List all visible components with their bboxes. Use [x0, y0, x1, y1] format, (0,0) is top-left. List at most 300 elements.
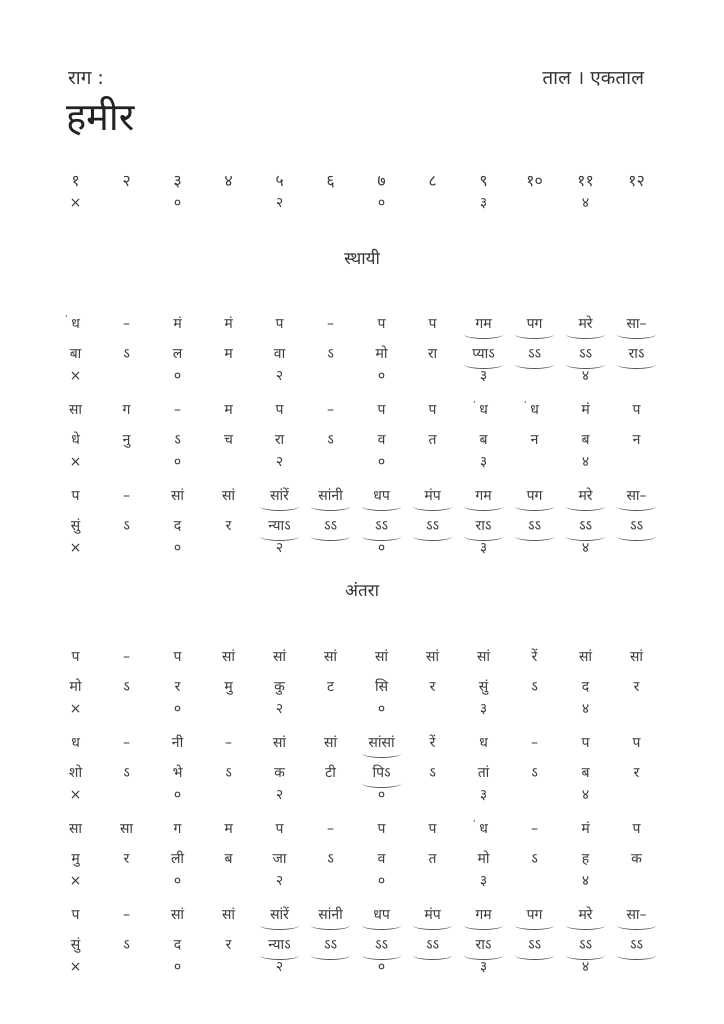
lyric-text: ल	[172, 346, 183, 362]
raga-name: हमीर	[66, 95, 135, 139]
taal-marker-cell	[152, 539, 203, 557]
lyric-cell	[509, 678, 560, 696]
swara-text: मरे	[578, 488, 593, 504]
lyric-cell	[407, 345, 458, 363]
meend-arc-icon	[464, 330, 503, 339]
swara-text: प	[71, 907, 80, 923]
swara-cell	[50, 648, 101, 666]
taal-marker-cell	[458, 367, 509, 385]
swara-text: ग	[122, 402, 131, 418]
lyric-cell	[407, 431, 458, 449]
lyric-text: र	[225, 937, 232, 953]
lyric-cell	[611, 850, 662, 868]
taal-marker-text: ४	[581, 454, 590, 470]
meend-arc-icon	[515, 360, 554, 369]
lyric-cell	[152, 764, 203, 782]
meend-arc-icon	[413, 951, 452, 960]
swara-cell	[101, 734, 152, 752]
swara-text: सां	[476, 649, 491, 665]
lyric-cell	[407, 936, 458, 954]
swara-text: –	[174, 402, 181, 418]
swara-cell	[203, 820, 254, 838]
meend-arc-icon	[617, 330, 656, 339]
antara-line	[50, 732, 662, 806]
swara-cell	[254, 820, 305, 838]
taal-marker-cell	[356, 958, 407, 976]
lyric-cell	[560, 850, 611, 868]
swara-cell	[407, 315, 458, 333]
lyric-text: सुं	[478, 679, 489, 695]
lyric-cell	[50, 517, 101, 535]
swara	[50, 399, 662, 421]
taal-marker	[50, 698, 662, 720]
swara-text: सांरें	[270, 907, 289, 923]
swara-text: पग	[526, 488, 543, 504]
beat-number-text: १२	[628, 171, 645, 190]
swara-text: प	[377, 402, 386, 418]
sthayi-line	[50, 313, 662, 387]
swara-text: पग	[526, 907, 543, 923]
taal-marker-cell	[50, 958, 101, 976]
swara-cell	[356, 820, 407, 838]
swara-cell	[50, 906, 101, 924]
swara-text: –	[327, 821, 334, 837]
swara-cell	[407, 820, 458, 838]
meend-arc-icon	[413, 921, 452, 930]
lyric-text: म	[224, 346, 233, 362]
lyric-cell	[152, 678, 203, 696]
swara-cell	[152, 906, 203, 924]
beat-number-text: ५	[275, 171, 284, 190]
beat-marker-text: ४	[581, 195, 590, 211]
lyric-cell	[356, 936, 407, 954]
swara-text: रें	[429, 735, 436, 751]
taal-marker-cell	[50, 872, 101, 890]
swara-text: सां	[272, 735, 287, 751]
lyric-cell	[50, 345, 101, 363]
taal-marker-cell	[50, 700, 101, 718]
beat-number-cell	[509, 172, 560, 190]
beat-number-text: २	[122, 171, 131, 190]
beat-marker-text: ३	[479, 195, 488, 211]
meend-arc-icon	[413, 532, 452, 541]
lyric-text: त	[428, 432, 437, 448]
lyric-cell	[101, 678, 152, 696]
taal-marker-cell	[356, 539, 407, 557]
lyric-text: रा	[274, 432, 285, 448]
taal-marker-cell	[560, 872, 611, 890]
taal-marker-cell	[50, 786, 101, 804]
lyric-text: र	[123, 851, 130, 867]
swara-text: प	[632, 821, 641, 837]
lyric-cell	[101, 517, 152, 535]
beat-number-cell	[203, 172, 254, 190]
swara-text: मरे	[578, 316, 593, 332]
swara	[50, 818, 662, 840]
swara-text: सां	[221, 907, 236, 923]
lyric-cell	[509, 345, 560, 363]
taal-marker-text: ३	[479, 701, 488, 717]
beat-number-cell	[611, 172, 662, 190]
taal-marker-cell	[152, 958, 203, 976]
lyric-cell	[611, 345, 662, 363]
taal-marker-text: ०	[377, 454, 386, 470]
taal-marker-text: ०	[377, 959, 386, 975]
sthayi-notation	[50, 313, 662, 571]
lyric-text: त	[428, 851, 437, 867]
lyric-text: ऽऽ	[425, 937, 440, 953]
swara-text: गम	[475, 316, 492, 332]
swara-cell	[509, 820, 560, 838]
lyric-text: ऽ	[327, 432, 334, 448]
swara-text: पग	[526, 316, 543, 332]
lyric	[50, 343, 662, 365]
meend-arc-icon	[311, 532, 350, 541]
swara-cell	[254, 315, 305, 333]
lyric-cell	[560, 517, 611, 535]
taal-marker-cell	[152, 453, 203, 471]
swara-text: सां	[323, 735, 338, 751]
lyric-text: ऽऽ	[323, 518, 338, 534]
swara-cell	[305, 401, 356, 419]
swara	[50, 646, 662, 668]
swara-text: ध	[71, 735, 80, 751]
swara-cell	[509, 487, 560, 505]
lyric-text: प्याऽ	[472, 346, 495, 362]
swara-cell	[50, 401, 101, 419]
meend-arc-icon	[260, 502, 299, 511]
lyric	[50, 676, 662, 698]
lyric-cell	[458, 517, 509, 535]
lyric-cell	[560, 936, 611, 954]
lyric-text: मो	[375, 346, 388, 362]
lyric-text: क	[631, 851, 642, 867]
taal-marker-text: ×	[69, 701, 82, 717]
meend-arc-icon	[362, 921, 401, 930]
meend-arc-icon	[617, 921, 656, 930]
swara-text: गम	[475, 488, 492, 504]
lyric	[50, 429, 662, 451]
antara-title: अंतरा	[344, 581, 380, 601]
swara	[50, 485, 662, 507]
swara-text: ध	[479, 402, 488, 418]
lyric-cell	[611, 431, 662, 449]
lyric	[50, 515, 662, 537]
swara-text: म	[224, 821, 233, 837]
swara-text: –	[123, 907, 130, 923]
taal-marker-text: ×	[69, 959, 82, 975]
beat-number-cell	[152, 172, 203, 190]
tivra-mark-icon: ʹ	[524, 401, 527, 411]
taal-marker	[50, 451, 662, 473]
lyric-text: ऽऽ	[629, 518, 644, 534]
taal-marker-text: ०	[173, 873, 182, 889]
lyric-cell	[356, 517, 407, 535]
taal-marker-text: ०	[377, 540, 386, 556]
lyric-cell	[254, 936, 305, 954]
lyric-cell	[509, 431, 560, 449]
swara-cell	[152, 648, 203, 666]
swara-cell	[50, 315, 101, 333]
swara-text: –	[123, 488, 130, 504]
swara-cell	[203, 487, 254, 505]
beat-marker-cell	[50, 194, 101, 212]
beat-number-cell	[407, 172, 458, 190]
lyric-cell	[560, 678, 611, 696]
swara-cell	[611, 648, 662, 666]
lyric-cell	[509, 517, 560, 535]
swara-cell	[509, 648, 560, 666]
lyric-text: मो	[69, 679, 82, 695]
swara-cell	[101, 401, 152, 419]
beat-number	[50, 170, 662, 192]
lyric-text: ऽऽ	[578, 937, 593, 953]
swara-text: गम	[475, 907, 492, 923]
lyric-text: भे	[172, 765, 183, 781]
beat-marker-cell	[254, 194, 305, 212]
taal-marker-text: ०	[173, 701, 182, 717]
swara-cell	[611, 820, 662, 838]
swara-cell	[407, 906, 458, 924]
taal-marker-text: ०	[377, 368, 386, 384]
lyric-text: ऽऽ	[425, 518, 440, 534]
swara-cell	[458, 906, 509, 924]
lyric-cell	[50, 850, 101, 868]
lyric-cell	[611, 764, 662, 782]
tivra-mark-icon: ʹ	[473, 401, 476, 411]
meend-arc-icon	[515, 330, 554, 339]
lyric-cell	[509, 936, 560, 954]
taal-marker-cell	[254, 958, 305, 976]
beat-number-text: १०	[526, 171, 543, 190]
lyric-text: ऽ	[123, 346, 130, 362]
meend-arc-icon	[566, 502, 605, 511]
lyric-cell	[203, 517, 254, 535]
taal-marker-cell	[560, 367, 611, 385]
meend-arc-icon	[260, 921, 299, 930]
lyric-text: ली	[170, 851, 185, 867]
beat-number-grid	[50, 170, 662, 214]
lyric-text: ऽ	[123, 937, 130, 953]
taal-marker-cell	[560, 453, 611, 471]
swara-text: धप	[373, 907, 390, 923]
taal-marker-text: २	[275, 787, 284, 803]
swara-text: –	[123, 735, 130, 751]
lyric-text: र	[633, 765, 640, 781]
swara-text: मरे	[578, 907, 593, 923]
taal-marker	[50, 537, 662, 559]
taal-marker-cell	[152, 367, 203, 385]
taal-marker-text: २	[275, 873, 284, 889]
beat-number-text: १	[71, 171, 80, 190]
swara-cell	[305, 906, 356, 924]
taal-marker-cell	[50, 453, 101, 471]
taal-marker-text: ४	[581, 701, 590, 717]
swara-cell	[458, 820, 509, 838]
lyric-cell	[356, 345, 407, 363]
swara-cell	[458, 648, 509, 666]
lyric-cell	[611, 678, 662, 696]
meend-arc-icon	[515, 532, 554, 541]
meend-arc-icon	[464, 502, 503, 511]
lyric-cell	[611, 517, 662, 535]
swara-cell	[407, 487, 458, 505]
swara-cell	[509, 734, 560, 752]
lyric-text: मु	[71, 851, 80, 867]
swara-cell	[356, 315, 407, 333]
swara-cell	[611, 906, 662, 924]
lyric	[50, 848, 662, 870]
swara-cell	[50, 487, 101, 505]
swara-text: सा	[68, 821, 83, 837]
swara-text: प	[173, 649, 182, 665]
swara-text: सां	[272, 649, 287, 665]
beat-number-text: ९	[479, 171, 488, 190]
beat-number-text: ११	[577, 171, 594, 190]
lyric-cell	[611, 936, 662, 954]
beat-number-cell	[305, 172, 356, 190]
taal-marker-text: ×	[69, 787, 82, 803]
swara-cell	[458, 315, 509, 333]
tivra-mark-icon: ʹ	[65, 315, 68, 325]
lyric-cell	[407, 764, 458, 782]
swara-cell	[560, 734, 611, 752]
swara-text: प	[275, 821, 284, 837]
lyric-cell	[254, 345, 305, 363]
swara-cell	[50, 734, 101, 752]
taal-marker-cell	[458, 453, 509, 471]
swara-cell	[458, 401, 509, 419]
taal-marker-text: ०	[173, 454, 182, 470]
swara-cell	[101, 487, 152, 505]
taal-marker-cell	[50, 367, 101, 385]
swara-cell	[152, 487, 203, 505]
lyric-text: र	[174, 679, 181, 695]
lyric-text: ऽऽ	[629, 937, 644, 953]
swara-cell	[203, 906, 254, 924]
lyric-text: ब	[224, 851, 233, 867]
swara-text: –	[327, 402, 334, 418]
swara-text: सांरें	[270, 488, 289, 504]
lyric-text: ऽ	[123, 765, 130, 781]
swara-text: मंप	[424, 488, 441, 504]
taal-marker-cell	[254, 872, 305, 890]
beat-marker-text: ×	[69, 195, 82, 211]
taal-marker-text: २	[275, 454, 284, 470]
taal-marker-text: ३	[479, 959, 488, 975]
swara-cell	[203, 401, 254, 419]
swara-cell	[101, 648, 152, 666]
lyric-cell	[305, 678, 356, 696]
swara-text: सां	[629, 649, 644, 665]
lyric-cell	[50, 764, 101, 782]
taal-marker-text: ×	[69, 454, 82, 470]
beat-number-cell	[101, 172, 152, 190]
lyric-text: ऽऽ	[578, 518, 593, 534]
lyric-text: राऽ	[475, 937, 492, 953]
swara-cell	[356, 487, 407, 505]
lyric-cell	[458, 764, 509, 782]
lyric-text: द	[173, 518, 182, 534]
lyric-text: क	[274, 765, 285, 781]
taal-marker-cell	[458, 958, 509, 976]
beat-number-text: ६	[326, 171, 335, 190]
lyric-text: ऽ	[225, 765, 232, 781]
swara-cell	[407, 734, 458, 752]
lyric-text: सुं	[70, 937, 81, 953]
taal-marker-text: ×	[69, 368, 82, 384]
lyric-text: ऽ	[123, 518, 130, 534]
lyric-text: सुं	[70, 518, 81, 534]
swara-cell	[356, 401, 407, 419]
lyric-cell	[101, 936, 152, 954]
lyric-cell	[254, 431, 305, 449]
swara-cell	[305, 734, 356, 752]
taal-marker-text: ४	[581, 873, 590, 889]
beat-marker-text: २	[275, 195, 284, 211]
swara-text: सांसां	[368, 735, 395, 751]
taal-marker-text: २	[275, 540, 284, 556]
taal-marker	[50, 784, 662, 806]
taal-marker-text: ३	[479, 873, 488, 889]
swara-text: –	[531, 821, 538, 837]
beat-number-text: ३	[173, 171, 182, 190]
lyric-text: ऽ	[174, 432, 181, 448]
taal-marker-text: ०	[173, 540, 182, 556]
lyric-text: धे	[71, 432, 80, 448]
beat-number-cell	[560, 172, 611, 190]
meend-arc-icon	[515, 921, 554, 930]
lyric-text: ऽऽ	[527, 518, 542, 534]
lyric-text: जा	[272, 851, 287, 867]
lyric-text: वा	[273, 346, 286, 362]
swara-text: सां	[221, 488, 236, 504]
taal-marker-cell	[254, 700, 305, 718]
lyric-cell	[203, 850, 254, 868]
swara-text: प	[428, 316, 437, 332]
swara-cell	[356, 734, 407, 752]
lyric-cell	[305, 936, 356, 954]
taal-marker-text: ३	[479, 787, 488, 803]
lyric-cell	[458, 431, 509, 449]
lyric-cell	[50, 431, 101, 449]
lyric-cell	[50, 678, 101, 696]
swara-cell	[203, 734, 254, 752]
lyric-cell	[356, 850, 407, 868]
lyric-cell	[101, 345, 152, 363]
lyric-cell	[203, 764, 254, 782]
lyric-cell	[458, 678, 509, 696]
antara-line	[50, 904, 662, 978]
lyric-cell	[458, 850, 509, 868]
lyric-text: ऽऽ	[527, 937, 542, 953]
lyric-text: न्याऽ	[268, 518, 291, 534]
swara-text: सां	[425, 649, 440, 665]
beat-marker-text: ०	[377, 195, 386, 211]
beat-number-cell	[356, 172, 407, 190]
meend-arc-icon	[617, 951, 656, 960]
lyric-text: ऽऽ	[323, 937, 338, 953]
swara-cell	[305, 648, 356, 666]
taal-marker-cell	[356, 786, 407, 804]
swara-cell	[152, 820, 203, 838]
meend-arc-icon	[515, 951, 554, 960]
antara-line	[50, 818, 662, 892]
meend-arc-icon	[515, 502, 554, 511]
swara-text: ग	[173, 821, 182, 837]
lyric-text: ऽऽ	[527, 346, 542, 362]
meend-arc-icon	[311, 921, 350, 930]
